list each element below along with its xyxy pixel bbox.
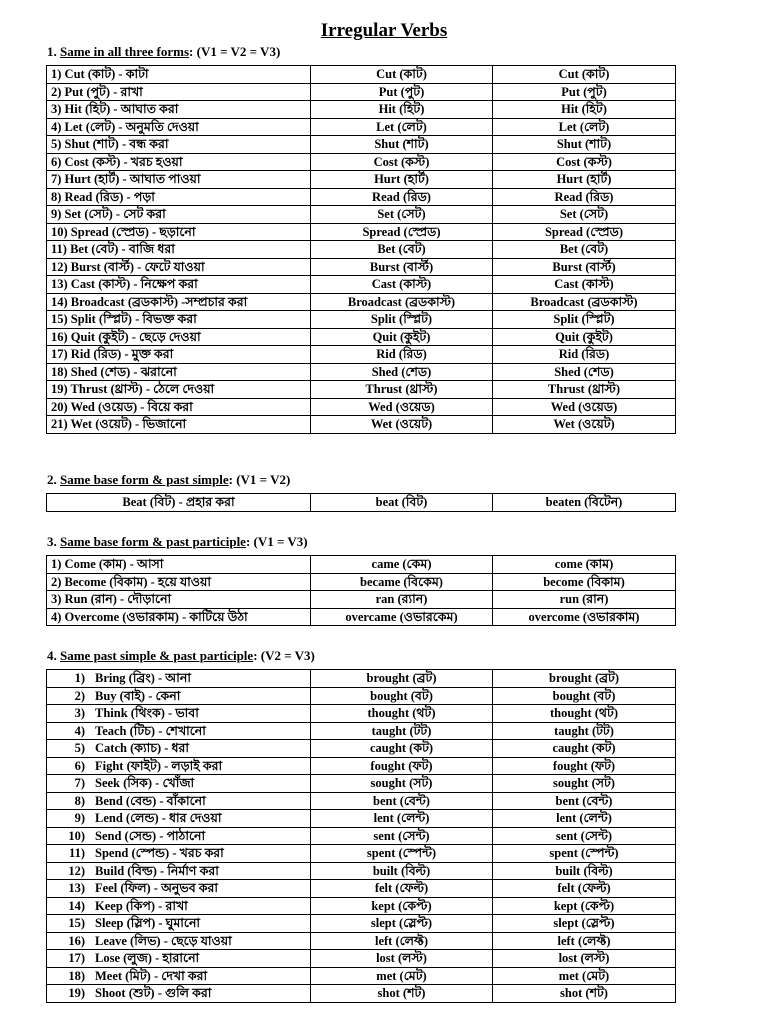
- past-participle-cell: met (মেট): [493, 967, 676, 985]
- past-simple-cell: Split (স্প্লিট): [311, 311, 493, 329]
- base-form-cell: 4) Let (লেট) - অনুমতি দেওয়া: [47, 118, 311, 136]
- past-participle-cell: brought (ব্রট): [493, 670, 676, 688]
- base-form-cell: [47, 775, 311, 793]
- past-simple-cell: shot (শট): [311, 985, 493, 1003]
- base-form-cell: 2) Become (বিকাম) - হয়ে যাওয়া: [47, 573, 311, 591]
- base-form-cell: [47, 985, 311, 1003]
- base-form-cell: 3) Hit (হিট) - আঘাত করা: [47, 101, 311, 119]
- past-participle-cell: Cut (কাট): [493, 66, 676, 84]
- base-form-cell: [47, 810, 311, 828]
- row-number: 11): [69, 846, 85, 860]
- row-number: 16): [68, 933, 85, 948]
- past-simple-cell: bought (বট): [311, 687, 493, 705]
- table-row: [47, 311, 676, 329]
- past-participle-cell: slept (স্লেপ্ট): [493, 915, 676, 933]
- section-formula: : (V1 = V3): [245, 534, 308, 549]
- row-number: 19): [68, 986, 85, 1000]
- base-form-cell: [47, 915, 311, 933]
- past-participle-cell: built (বিল্ট): [493, 862, 676, 880]
- base-form-cell: 10) Spread (স্প্রেড) - ছড়ানো: [47, 223, 311, 241]
- table-row: [47, 83, 676, 101]
- row-number: 1): [74, 671, 85, 685]
- row-number: 5): [74, 741, 85, 755]
- base-form-cell: [47, 705, 311, 723]
- past-simple-cell: Burst (বার্স্ট): [311, 258, 493, 276]
- base-form-cell: 15) Split (স্প্লিট) - বিভক্ত করা: [47, 311, 311, 329]
- past-participle-cell: come (কাম): [493, 556, 676, 574]
- past-participle-cell: sent (সেন্ট): [493, 827, 676, 845]
- past-simple-cell: Shut (শাট): [311, 136, 493, 154]
- table-row: [47, 687, 676, 705]
- base-form-cell: [47, 862, 311, 880]
- base-form-cell: Beat (বিট) - প্রহার করা: [47, 494, 311, 512]
- table-row: [47, 171, 676, 189]
- row-number: 8): [74, 793, 85, 808]
- table-row: [47, 897, 676, 915]
- past-participle-cell: bought (বট): [493, 687, 676, 705]
- past-participle-cell: Hurt (হার্ট): [493, 171, 676, 189]
- table-row: [47, 328, 676, 346]
- page-title: Irregular Verbs: [320, 20, 448, 41]
- past-simple-cell: beat (বিট): [311, 494, 493, 512]
- row-number: 9): [74, 811, 85, 825]
- table-row: [47, 346, 676, 364]
- table-row: [47, 293, 676, 311]
- base-form-text: Keep (কিপ) - রাখা: [95, 898, 188, 913]
- past-participle-cell: become (বিকাম): [493, 573, 676, 591]
- past-participle-cell: kept (কেপ্ট): [493, 897, 676, 915]
- row-number: 2): [74, 688, 85, 703]
- past-simple-cell: Broadcast (ব্রডকাস্ট): [311, 293, 493, 311]
- base-form-text: Catch (ক্যাচ) - ধরা: [95, 741, 190, 755]
- past-participle-cell: run (রান): [493, 591, 676, 609]
- base-form-text: Leave (লিভ) - ছেড়ে যাওয়া: [95, 933, 232, 948]
- row-number: 15): [68, 916, 85, 930]
- past-participle-cell: Quit (কুইট): [493, 328, 676, 346]
- section-number: 1.: [47, 44, 57, 59]
- past-participle-cell: Split (স্প্লিট): [493, 311, 676, 329]
- section-number: 3.: [47, 534, 57, 549]
- row-number: 18): [68, 968, 85, 983]
- base-form-cell: 8) Read (রিড) - পড়া: [47, 188, 311, 206]
- base-form-text: Send (সেন্ড) - পাঠানো: [95, 828, 206, 843]
- base-form-cell: [47, 740, 311, 758]
- base-form-cell: 6) Cost (কস্ট) - খরচ হওয়া: [47, 153, 311, 171]
- past-simple-cell: Cut (কাট): [311, 66, 493, 84]
- table-row: [47, 276, 676, 294]
- past-participle-cell: Bet (বেট): [493, 241, 676, 259]
- base-form-cell: [47, 950, 311, 968]
- past-simple-cell: Cast (কাস্ট): [311, 276, 493, 294]
- table-row: [47, 494, 676, 512]
- table-row: [47, 740, 676, 758]
- past-simple-cell: came (কেম): [311, 556, 493, 574]
- past-simple-cell: Wed (ওয়েড): [311, 398, 493, 416]
- past-participle-cell: shot (শট): [493, 985, 676, 1003]
- table-row: [47, 118, 676, 136]
- table-row: [47, 573, 676, 591]
- section-title: Same base form & past participle: [60, 534, 246, 549]
- past-participle-cell: overcome (ওভারকাম): [493, 608, 676, 626]
- section-number: 2.: [47, 472, 57, 487]
- table-row: [47, 591, 676, 609]
- table-row: [47, 950, 676, 968]
- base-form-cell: 11) Bet (বেট) - বাজি ধরা: [47, 241, 311, 259]
- base-form-cell: [47, 687, 311, 705]
- base-form-cell: [47, 880, 311, 898]
- past-simple-cell: brought (ব্রট): [311, 670, 493, 688]
- past-participle-cell: Thrust (থ্রাস্ট): [493, 381, 676, 399]
- past-simple-cell: lent (লেন্ট): [311, 810, 493, 828]
- base-form-text: Fight (ফাইট) - লড়াই করা: [95, 758, 223, 773]
- past-participle-cell: bent (বেন্ট): [493, 792, 676, 810]
- past-participle-cell: lost (লস্ট): [493, 950, 676, 968]
- base-form-cell: 18) Shed (শেড) - ঝরানো: [47, 363, 311, 381]
- table-row: [47, 241, 676, 259]
- base-form-text: Spend (স্পেন্ড) - খরচ করা: [95, 846, 224, 860]
- past-simple-cell: met (মেট): [311, 967, 493, 985]
- table-row: [47, 845, 676, 863]
- past-participle-cell: Wet (ওয়েট): [493, 416, 676, 434]
- section-title: Same base form & past simple: [60, 472, 229, 487]
- row-number: 7): [74, 776, 85, 790]
- row-number: 17): [68, 951, 85, 965]
- past-simple-cell: Hit (হিট): [311, 101, 493, 119]
- base-form-cell: 9) Set (সেট) - সেট করা: [47, 206, 311, 224]
- table-row: [47, 556, 676, 574]
- table-row: [47, 757, 676, 775]
- past-participle-cell: Set (সেট): [493, 206, 676, 224]
- past-participle-cell: left (লেফ্ট): [493, 932, 676, 950]
- past-simple-cell: sought (সট): [311, 775, 493, 793]
- table-row: [47, 862, 676, 880]
- section-heading-2: [47, 472, 290, 488]
- section-formula: : (V2 = V3): [253, 648, 315, 663]
- table-row: [47, 722, 676, 740]
- past-participle-cell: fought (ফট): [493, 757, 676, 775]
- base-form-cell: 2) Put (পুট) - রাখা: [47, 83, 311, 101]
- past-simple-cell: Read (রিড): [311, 188, 493, 206]
- section-title: Same in all three forms: [60, 44, 190, 59]
- row-number: 14): [68, 898, 85, 913]
- row-number: 6): [74, 758, 85, 773]
- table-row: [47, 932, 676, 950]
- base-form-cell: 20) Wed (ওয়েড) - বিয়ে করা: [47, 398, 311, 416]
- past-simple-cell: Quit (কুইট): [311, 328, 493, 346]
- past-simple-cell: Set (সেট): [311, 206, 493, 224]
- section-title: Same past simple & past participle: [60, 648, 254, 663]
- table-row: [47, 880, 676, 898]
- past-participle-cell: beaten (বিটেন): [493, 494, 676, 512]
- base-form-text: Meet (মিট) - দেখা করা: [95, 968, 208, 983]
- base-form-cell: 4) Overcome (ওভারকাম) - কাটিয়ে উঠা: [47, 608, 311, 626]
- past-participle-cell: Put (পুট): [493, 83, 676, 101]
- base-form-cell: 5) Shut (শাট) - বন্ধ করা: [47, 136, 311, 154]
- past-simple-cell: fought (ফট): [311, 757, 493, 775]
- base-form-text: Bring (ব্রিং) - আনা: [95, 671, 191, 685]
- table-row: [47, 206, 676, 224]
- past-participle-cell: Cast (কাস্ট): [493, 276, 676, 294]
- base-form-text: Lose (লুজ) - হারানো: [95, 951, 200, 965]
- past-participle-cell: Read (রিড): [493, 188, 676, 206]
- past-simple-cell: ran (র‍্যান): [311, 591, 493, 609]
- table-row: [47, 381, 676, 399]
- past-participle-cell: caught (কট): [493, 740, 676, 758]
- verb-table-v2-equals-v3: [46, 669, 676, 1003]
- past-simple-cell: Cost (কস্ট): [311, 153, 493, 171]
- past-participle-cell: sought (সট): [493, 775, 676, 793]
- base-form-cell: 7) Hurt (হার্ট) - আঘাত পাওয়া: [47, 171, 311, 189]
- table-row: [47, 792, 676, 810]
- row-number: 10): [68, 828, 85, 843]
- base-form-text: Bend (বেন্ড) - বাঁকানো: [95, 793, 206, 808]
- table-row: [47, 416, 676, 434]
- past-participle-cell: taught (টট): [493, 722, 676, 740]
- base-form-cell: [47, 967, 311, 985]
- row-number: 3): [74, 706, 85, 720]
- past-simple-cell: Bet (বেট): [311, 241, 493, 259]
- base-form-text: Build (বিল্ড) - নির্মাণ করা: [95, 863, 219, 878]
- past-simple-cell: kept (কেপ্ট): [311, 897, 493, 915]
- table-row: [47, 66, 676, 84]
- past-simple-cell: Wet (ওয়েট): [311, 416, 493, 434]
- base-form-text: Feel (ফিল) - অনুভব করা: [95, 881, 219, 895]
- past-participle-cell: spent (স্পেন্ট): [493, 845, 676, 863]
- section-number: 4.: [47, 648, 57, 663]
- base-form-text: Lend (লেন্ড) - ধার দেওয়া: [95, 811, 222, 825]
- past-simple-cell: felt (ফেল্ট): [311, 880, 493, 898]
- past-participle-cell: Spread (স্প্রেড): [493, 223, 676, 241]
- base-form-cell: 14) Broadcast (ব্রডকাস্ট) -সম্প্রচার করা: [47, 293, 311, 311]
- table-row: [47, 153, 676, 171]
- section-heading-4: [47, 648, 315, 664]
- past-simple-cell: spent (স্পেন্ট): [311, 845, 493, 863]
- past-participle-cell: felt (ফেল্ট): [493, 880, 676, 898]
- past-simple-cell: Let (লেট): [311, 118, 493, 136]
- base-form-cell: 13) Cast (কাস্ট) - নিক্ষেপ করা: [47, 276, 311, 294]
- past-simple-cell: Hurt (হার্ট): [311, 171, 493, 189]
- past-simple-cell: thought (থট): [311, 705, 493, 723]
- section-formula: : (V1 = V2 = V3): [189, 44, 281, 59]
- base-form-cell: 1) Cut (কাট) - কাটা: [47, 66, 311, 84]
- table-row: [47, 915, 676, 933]
- past-participle-cell: Burst (বার্স্ট): [493, 258, 676, 276]
- base-form-cell: 1) Come (কাম) - আসা: [47, 556, 311, 574]
- past-simple-cell: overcame (ওভারকেম): [311, 608, 493, 626]
- past-participle-cell: Cost (কস্ট): [493, 153, 676, 171]
- past-simple-cell: sent (সেন্ট): [311, 827, 493, 845]
- table-row: [47, 608, 676, 626]
- past-participle-cell: Shed (শেড): [493, 363, 676, 381]
- past-simple-cell: Shed (শেড): [311, 363, 493, 381]
- table-row: [47, 101, 676, 119]
- table-row: [47, 258, 676, 276]
- base-form-cell: 12) Burst (বার্স্ট) - ফেটে যাওয়া: [47, 258, 311, 276]
- verb-table-v1-equals-v2: [46, 493, 676, 512]
- base-form-cell: 3) Run (রান) - দৌড়ানো: [47, 591, 311, 609]
- table-row: [47, 136, 676, 154]
- past-simple-cell: taught (টট): [311, 722, 493, 740]
- base-form-text: Teach (টিচ) - শেখানো: [95, 723, 206, 738]
- base-form-cell: 17) Rid (রিড) - মুক্ত করা: [47, 346, 311, 364]
- past-participle-cell: Broadcast (ব্রডকাস্ট): [493, 293, 676, 311]
- base-form-text: Shoot (শুট) - গুলি করা: [95, 986, 212, 1000]
- base-form-cell: [47, 792, 311, 810]
- section-heading-1: [47, 44, 280, 60]
- table-row: [47, 827, 676, 845]
- past-simple-cell: Rid (রিড): [311, 346, 493, 364]
- past-simple-cell: became (বিকেম): [311, 573, 493, 591]
- past-participle-cell: thought (থট): [493, 705, 676, 723]
- base-form-cell: [47, 670, 311, 688]
- past-participle-cell: Rid (রিড): [493, 346, 676, 364]
- table-row: [47, 188, 676, 206]
- past-participle-cell: Let (লেট): [493, 118, 676, 136]
- base-form-cell: [47, 932, 311, 950]
- row-number: 4): [74, 723, 85, 738]
- table-row: [47, 223, 676, 241]
- past-participle-cell: lent (লেন্ট): [493, 810, 676, 828]
- row-number: 12): [68, 863, 85, 878]
- table-row: [47, 705, 676, 723]
- base-form-cell: [47, 757, 311, 775]
- base-form-cell: [47, 845, 311, 863]
- past-simple-cell: slept (স্লেপ্ট): [311, 915, 493, 933]
- past-simple-cell: Spread (স্প্রেড): [311, 223, 493, 241]
- past-simple-cell: lost (লস্ট): [311, 950, 493, 968]
- verb-table-v1-equals-v3: [46, 555, 676, 626]
- base-form-cell: 21) Wet (ওয়েট) - ভিজানো: [47, 416, 311, 434]
- base-form-text: Think (থিংক) - ভাবা: [95, 706, 199, 720]
- table-row: [47, 967, 676, 985]
- past-simple-cell: Thrust (থ্রাস্ট): [311, 381, 493, 399]
- base-form-cell: [47, 722, 311, 740]
- past-participle-cell: Shut (শাট): [493, 136, 676, 154]
- base-form-cell: [47, 897, 311, 915]
- row-number: 13): [68, 881, 85, 895]
- base-form-cell: [47, 827, 311, 845]
- past-participle-cell: Hit (হিট): [493, 101, 676, 119]
- table-row: [47, 810, 676, 828]
- section-heading-3: [47, 534, 308, 550]
- base-form-cell: 16) Quit (কুইট) - ছেড়ে দেওয়া: [47, 328, 311, 346]
- base-form-text: Sleep (স্লিপ) - ঘুমানো: [95, 916, 201, 930]
- table-row: [47, 398, 676, 416]
- base-form-cell: 19) Thrust (থ্রাস্ট) - ঠেলে দেওয়া: [47, 381, 311, 399]
- section-formula: : (V1 = V2): [228, 472, 291, 487]
- past-simple-cell: caught (কট): [311, 740, 493, 758]
- verb-table-same-all-forms: [46, 65, 676, 434]
- past-simple-cell: left (লেফ্ট): [311, 932, 493, 950]
- base-form-text: Buy (বাই) - কেনা: [95, 688, 181, 703]
- table-row: [47, 670, 676, 688]
- past-simple-cell: Put (পুট): [311, 83, 493, 101]
- table-row: [47, 985, 676, 1003]
- base-form-text: Seek (সিক) - খোঁজা: [95, 776, 195, 790]
- table-row: [47, 775, 676, 793]
- past-participle-cell: Wed (ওয়েড): [493, 398, 676, 416]
- past-simple-cell: built (বিল্ট): [311, 862, 493, 880]
- past-simple-cell: bent (বেন্ট): [311, 792, 493, 810]
- table-row: [47, 363, 676, 381]
